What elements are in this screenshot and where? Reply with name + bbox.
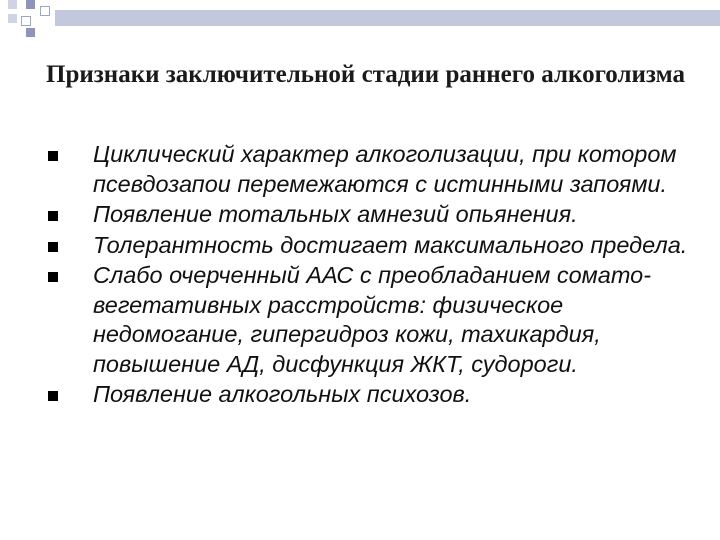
slide-title: Признаки заключительной стадии раннего алкоголизма xyxy=(46,61,685,88)
square-bullet-icon xyxy=(48,272,58,282)
header-bar xyxy=(55,10,720,26)
bullet-item xyxy=(48,140,698,199)
bullet-list xyxy=(48,140,698,410)
bullet-item xyxy=(48,380,698,410)
bullet-item xyxy=(48,200,698,230)
square-bullet-icon xyxy=(48,242,58,252)
decor-square-4 xyxy=(8,14,17,23)
decor-square-5 xyxy=(21,16,31,26)
bullet-item xyxy=(48,231,698,261)
bullet-text: Слабо очерченный ААС с преобладанием сомато-вегетативных расстройств: физическое недомогание, гипергидроз кожи, тахикардия, повышение АД, дисфункция ЖКТ, судороги. xyxy=(93,262,652,377)
decor-square-1 xyxy=(8,0,17,9)
bullet-text: Толерантность достигает максимального предела. xyxy=(93,231,688,258)
square-bullet-icon xyxy=(48,211,58,221)
bullet-text: Появление алкогольных психозов. xyxy=(93,381,472,407)
square-bullet-icon xyxy=(48,151,58,161)
bullet-text: Появление тотальных амнезий опьянения. xyxy=(93,201,578,227)
square-bullet-icon xyxy=(48,391,58,401)
bullet-text: Циклический характер алкоголизации, при котором псевдозапои перемежаются с истинными запоями. xyxy=(93,141,677,197)
decor-square-3 xyxy=(40,6,50,16)
decor-square-2 xyxy=(26,0,35,9)
decor-square-6 xyxy=(26,28,35,37)
bullet-item xyxy=(48,261,698,379)
